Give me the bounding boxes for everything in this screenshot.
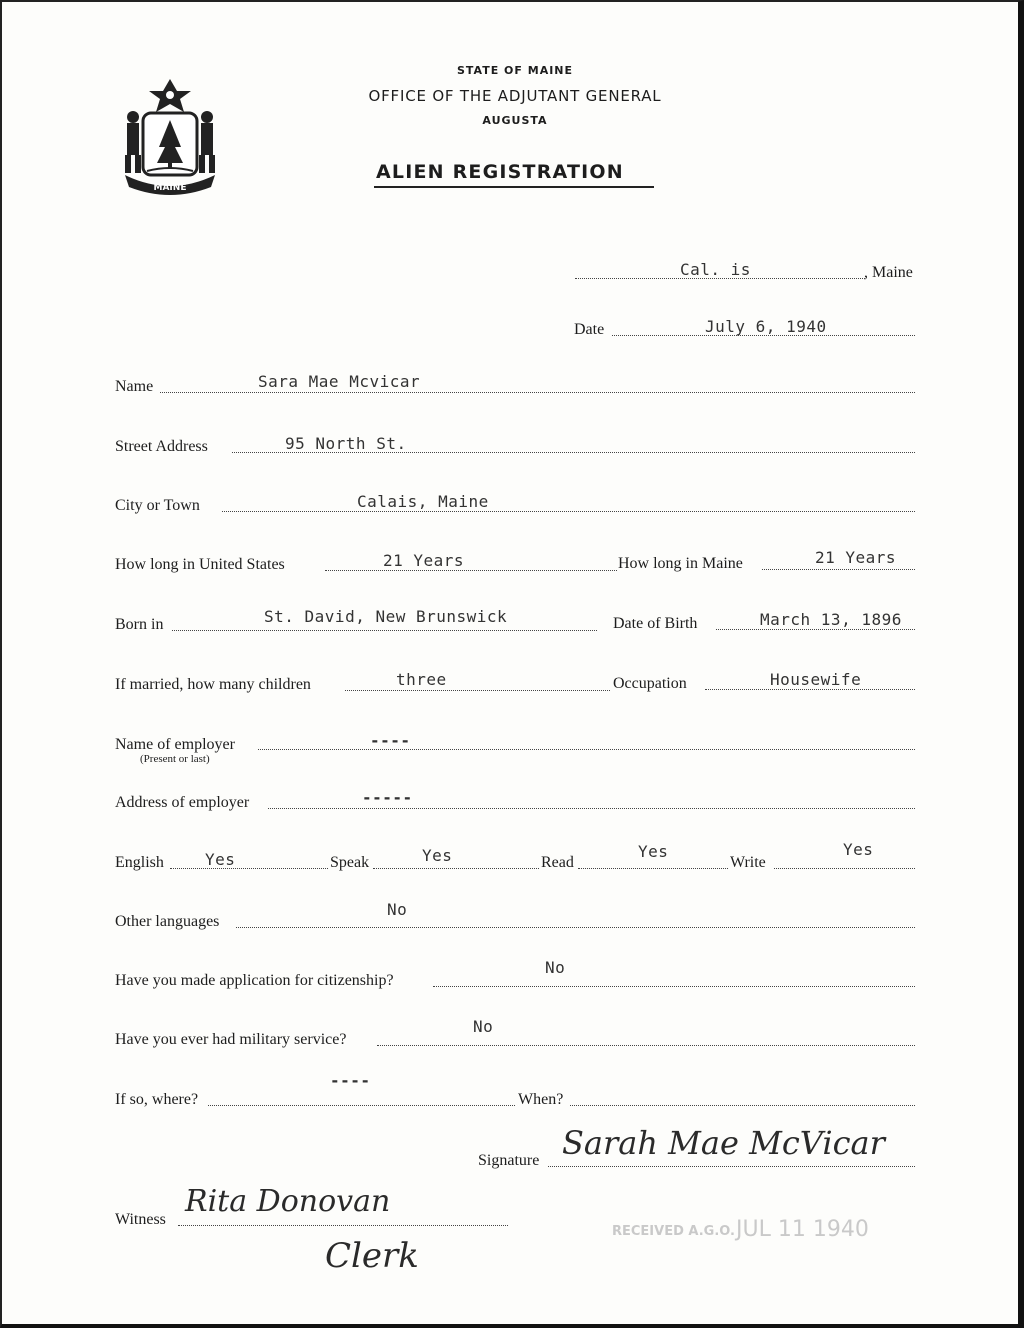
military-value[interactable]: No	[473, 1017, 494, 1036]
citizenship-line	[433, 986, 915, 987]
name-value[interactable]: Sara Mae Mcvicar	[258, 372, 421, 391]
children-value[interactable]: three	[396, 670, 447, 689]
city-heading: AUGUSTA	[482, 114, 548, 127]
witness-label: Witness	[115, 1211, 166, 1228]
children-line	[345, 690, 610, 691]
military-label: Have you ever had military service?	[115, 1031, 347, 1048]
dob-value[interactable]: March 13, 1896	[760, 610, 902, 629]
born-in-value[interactable]: St. David, New Brunswick	[264, 607, 508, 626]
born-in-label: Born in	[115, 616, 164, 633]
occupation-label: Occupation	[613, 675, 687, 692]
when-label: When?	[518, 1091, 564, 1108]
state-heading: STATE OF MAINE	[456, 64, 574, 77]
employer-name-label: Name of employer	[115, 736, 235, 753]
how-long-us-value[interactable]: 21 Years	[383, 551, 465, 570]
other-languages-value[interactable]: No	[387, 900, 408, 919]
title-underline	[374, 186, 654, 188]
other-languages-label: Other languages	[115, 913, 220, 930]
citizenship-label: Have you made application for citizenship?	[115, 972, 394, 989]
read-value[interactable]: Yes	[638, 842, 669, 861]
witness-title: Clerk	[325, 1236, 419, 1276]
where-line	[208, 1105, 515, 1106]
employer-name-value[interactable]: ----	[370, 731, 411, 750]
city-label: City or Town	[115, 497, 200, 514]
svg-text:MAINE: MAINE	[153, 183, 187, 193]
how-long-us-label: How long in United States	[115, 556, 285, 573]
read-line	[578, 868, 728, 869]
city-line	[222, 511, 915, 512]
signature: Sarah Mae McVicar	[562, 1124, 885, 1162]
when-line	[570, 1105, 915, 1106]
born-in-line	[172, 630, 597, 631]
children-label: If married, how many children	[115, 676, 311, 693]
how-long-maine-line	[762, 569, 915, 570]
where-value[interactable]: ----	[330, 1071, 371, 1090]
date-label: Date	[574, 321, 605, 338]
write-line	[774, 868, 915, 869]
write-value[interactable]: Yes	[843, 840, 874, 859]
employer-address-value[interactable]: -----	[362, 788, 413, 807]
office-heading: OFFICE OF THE ADJUTANT GENERAL	[368, 87, 662, 105]
signature-label: Signature	[478, 1152, 540, 1169]
write-label: Write	[730, 854, 766, 871]
street-label: Street Address	[115, 438, 208, 455]
name-line	[160, 392, 915, 393]
form-title: ALIEN REGISTRATION	[376, 161, 624, 183]
witness-signature: Rita Donovan	[185, 1184, 391, 1219]
received-stamp-text: RECEIVED A.G.O.	[612, 1224, 735, 1239]
occupation-value[interactable]: Housewife	[770, 670, 862, 689]
dob-line	[716, 629, 915, 630]
employer-name-line	[258, 749, 915, 750]
received-stamp-date: JUL 11 1940	[736, 1217, 869, 1242]
employer-address-line	[268, 808, 915, 809]
town-value[interactable]: Cal. is	[680, 260, 751, 279]
speak-line	[373, 868, 539, 869]
where-label: If so, where?	[115, 1091, 199, 1108]
state-seal	[115, 75, 225, 200]
how-long-maine-value[interactable]: 21 Years	[815, 548, 897, 567]
english-label: English	[115, 854, 164, 871]
citizenship-value[interactable]: No	[545, 958, 566, 977]
speak-value[interactable]: Yes	[422, 846, 453, 865]
witness-line	[178, 1225, 508, 1226]
date-value[interactable]: July 6, 1940	[705, 317, 827, 336]
english-value[interactable]: Yes	[205, 850, 236, 869]
city-value[interactable]: Calais, Maine	[357, 492, 489, 511]
how-long-maine-label: How long in Maine	[618, 555, 743, 572]
employer-address-label: Address of employer	[115, 794, 250, 811]
employer-name-sublabel: (Present or last)	[140, 753, 210, 765]
english-line	[170, 868, 328, 869]
how-long-us-line	[325, 570, 617, 571]
name-label: Name	[115, 378, 154, 395]
read-label: Read	[541, 854, 574, 871]
dob-label: Date of Birth	[613, 615, 698, 632]
speak-label: Speak	[330, 854, 370, 871]
occupation-line	[705, 689, 915, 690]
signature-line	[548, 1166, 915, 1167]
town-suffix: , Maine	[864, 264, 913, 281]
military-line	[377, 1045, 915, 1046]
street-value[interactable]: 95 North St.	[285, 434, 407, 453]
other-languages-line	[236, 927, 915, 928]
